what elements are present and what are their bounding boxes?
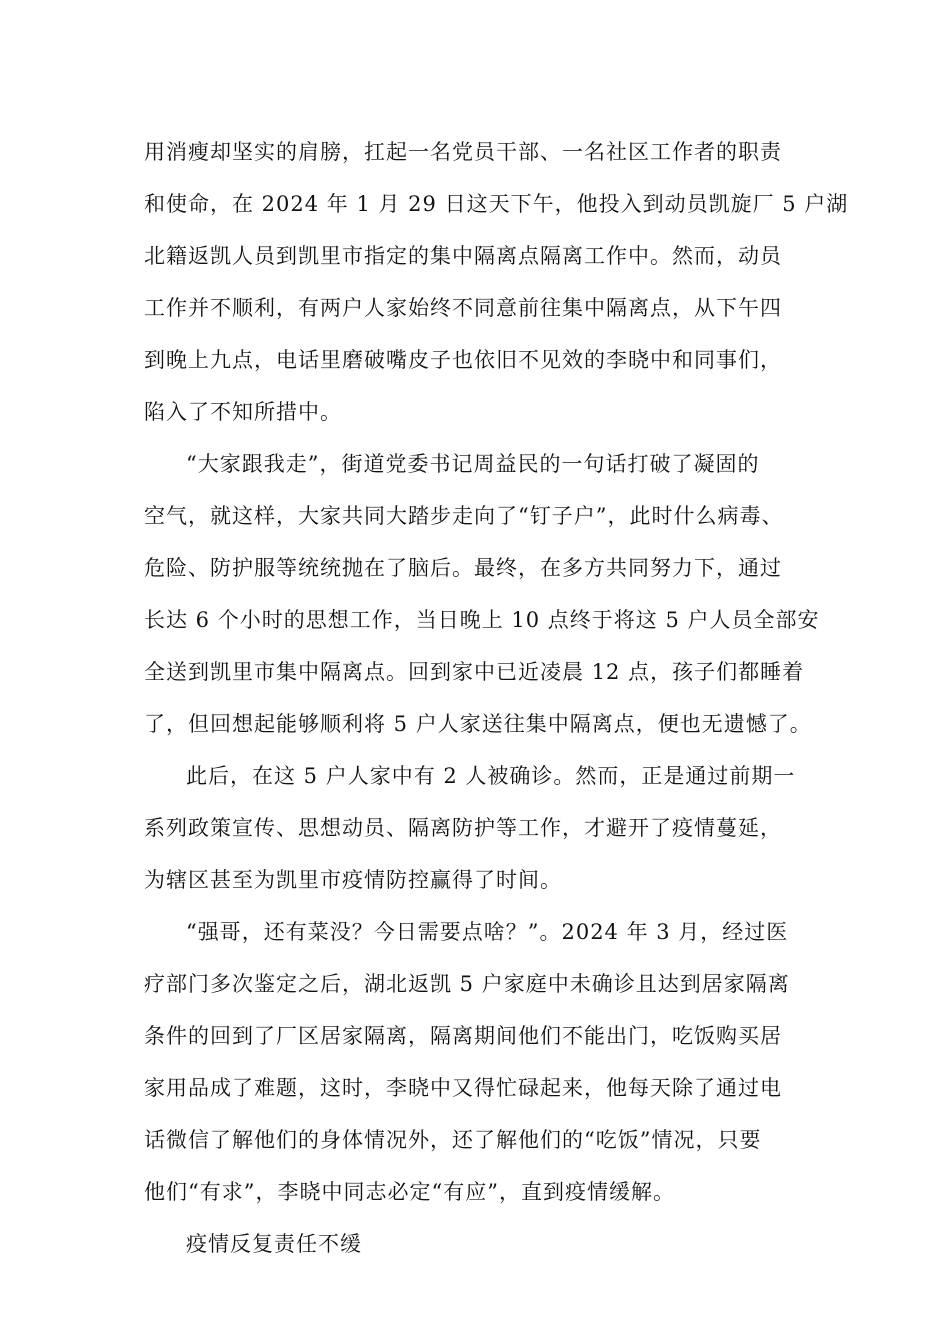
text-line: 用消瘦却坚实的肩膀，扛起一名党员干部、一名社区工作者的职责 (144, 140, 782, 164)
text-line: 条件的回到了厂区居家隔离，隔离期间他们不能出门，吃饭购买居 (144, 1024, 782, 1048)
text-line: 危险、防护服等统统抛在了脑后。最终，在多方共同努力下，通过 (144, 556, 782, 580)
text-line: 为辖区甚至为凯里市疫情防控赢得了时间。 (144, 868, 562, 892)
paragraph-1 (144, 126, 849, 438)
section-heading-text: 疫情反复责任不缓 (186, 1232, 362, 1256)
document-body (144, 126, 849, 1270)
section-heading (144, 1218, 824, 1270)
text-line: “强哥，还有菜没？今日需要点啥？”。2024 年 3 月，经过医 (186, 920, 789, 944)
text-line: 了，但回想起能够顺利将 5 户人家送往集中隔离点，便也无遗憾了。 (144, 712, 812, 736)
paragraph-4 (144, 906, 824, 1218)
text-line: 系列政策宣传、思想动员、隔离防护等工作，才避开了疫情蔓延， (144, 816, 782, 840)
text-line: 此后，在这 5 户人家中有 2 人被确诊。然而，正是通过前期一 (186, 764, 796, 788)
text-line: 空气，就这样，大家共同大踏步走向了“钉子户”，此时什么病毒、 (144, 504, 784, 528)
text-line: 他们“有求”，李晓中同志必定“有应”，直到疫情缓解。 (144, 1180, 675, 1204)
text-line: 北籍返凯人员到凯里市指定的集中隔离点隔离工作中。然而，动员 (144, 244, 782, 268)
text-line: 全送到凯里市集中隔离点。回到家中已近凌晨 12 点，孩子们都睡着 (144, 660, 805, 684)
text-line: 和使命，在 2024 年 1 月 29 日这天下午，他投入到动员凯旋厂 5 户湖 (144, 192, 849, 216)
text-line: 工作并不顺利，有两户人家始终不同意前往集中隔离点，从下午四 (144, 296, 782, 320)
text-line: 陷入了不知所措中。 (144, 400, 342, 424)
paragraph-3 (144, 750, 824, 906)
text-line: 长达 6 个小时的思想工作，当日晚上 10 点终于将这 5 户人员全部安 (144, 608, 820, 632)
text-line: 疗部门多次鉴定之后，湖北返凯 5 户家庭中未确诊且达到居家隔离 (144, 972, 790, 996)
paragraph-2 (144, 438, 824, 750)
text-line: 到晚上九点，电话里磨破嘴皮子也依旧不见效的李晓中和同事们， (144, 348, 782, 372)
text-line: “大家跟我走”，街道党委书记周益民的一句话打破了凝固的 (186, 452, 760, 476)
text-line: 家用品成了难题，这时，李晓中又得忙碌起来，他每天除了通过电 (144, 1076, 782, 1100)
text-line: 话微信了解他们的身体情况外，还了解他们的“吃饭”情况，只要 (144, 1128, 762, 1152)
